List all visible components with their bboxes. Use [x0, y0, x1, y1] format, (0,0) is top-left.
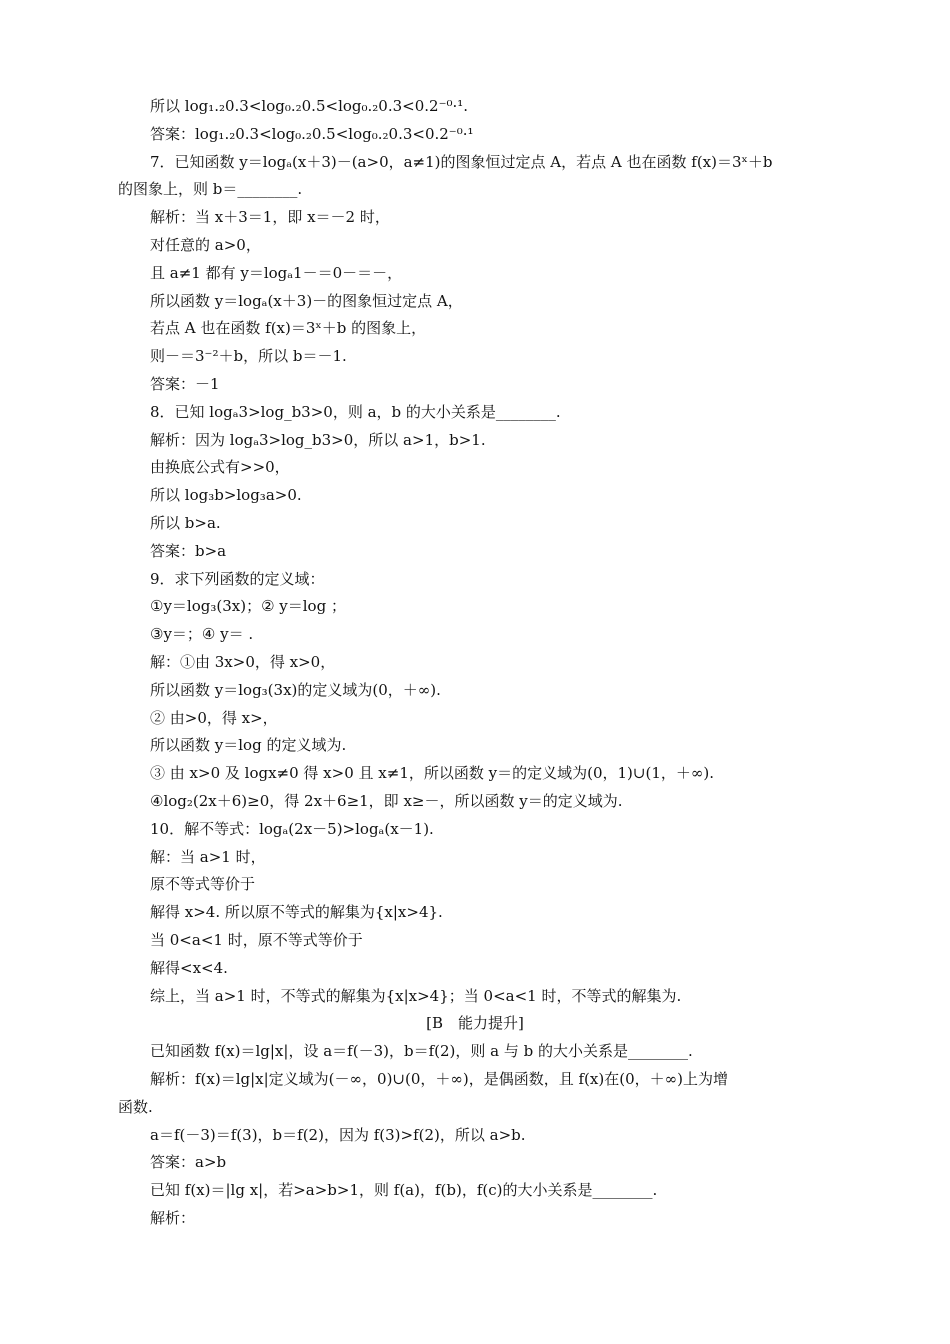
text-line: 若点 A 也在函数 f(x)＝3ˣ＋b 的图象上， [150, 319, 427, 338]
text-line: 9．求下列函数的定义域： [150, 569, 325, 588]
text-line: 解得<x<4. [150, 958, 228, 977]
text-line: 解得 x>4. 所以原不等式的解集为{x|x>4}. [150, 903, 443, 922]
text-line: 8．已知 logₐ3>log_b3>0，则 a，b 的大小关系是________. [150, 402, 561, 421]
text-line: 综上，当 a>1 时，不等式的解集为{x|x>4}；当 0<a<1 时，不等式的解集为. [150, 986, 682, 1005]
text-line: 且 a≠1 都有 y＝logₐ1－＝0－＝－， [150, 263, 403, 282]
text-line: 所以函数 y＝log₃(3x)的定义域为(0，＋∞). [150, 680, 441, 699]
text-line: 已知函数 f(x)＝lg|x|，设 a＝f(－3)，b＝f(2)，则 a 与 b 的大小关系是________. [150, 1042, 693, 1061]
text-line: a＝f(－3)＝f(3)，b＝f(2)，因为 f(3)>f(2)，所以 a>b. [150, 1125, 526, 1144]
text-line: ③ 由 x>0 及 logx≠0 得 x>0 且 x≠1，所以函数 y＝的定义域为(0，1)∪(1，＋∞). [150, 764, 714, 783]
text-line: 对任意的 a>0， [150, 236, 261, 254]
text-line: 10．解不等式：logₐ(2x－5)>logₐ(x－1). [150, 819, 434, 838]
text-line: 函数. [118, 1097, 153, 1116]
text-line: 答案：a>b [150, 1153, 227, 1172]
text-line: 解：当 a>1 时， [150, 847, 266, 866]
text-line: 解：①由 3x>0，得 x>0， [150, 653, 336, 671]
text-line: 解析： [150, 1209, 196, 1227]
text-line: 所以 log₃b>log₃a>0. [150, 486, 302, 505]
text-line: 7．已知函数 y＝logₐ(x＋3)－(a>0，a≠1)的图象恒过定点 A，若点 A 也在函数 f(x)＝3ˣ＋b [150, 152, 773, 171]
text-line: 的图象上，则 b＝________. [118, 180, 303, 199]
text-line: 所以 b>a. [150, 514, 221, 532]
text-line: 则－＝3⁻²＋b，所以 b＝－1. [150, 347, 347, 366]
text-line: 解析：因为 logₐ3>log_b3>0，所以 a>1，b>1. [150, 430, 486, 449]
text-line: 答案：log₁.₂0.3<log₀.₂0.5<log₀.₂0.3<0.2⁻⁰·¹ [150, 124, 474, 143]
text-line: 当 0<a<1 时，原不等式等价于 [150, 931, 363, 949]
text-line: 所以函数 y＝logₐ(x＋3)－的图象恒过定点 A， [150, 291, 463, 310]
text-line: 已知 f(x)＝|lg x|，若>a>b>1，则 f(a)，f(b)，f(c)的大小关系是________. [150, 1181, 658, 1200]
text-line: ② 由>0，得 x>， [150, 708, 278, 727]
text-line: ③y＝；④ y＝ . [150, 625, 254, 644]
section-heading: [B 能力提升] [426, 1014, 524, 1033]
text-line: ④log₂(2x＋6)≥0，得 2x＋6≥1，即 x≥－，所以函数 y＝的定义域为. [150, 792, 623, 810]
text-line: 解析：f(x)＝lg|x|定义域为(－∞，0)∪(0，＋∞)，是偶函数，且 f(x)在(0，＋∞)上为增 [150, 1070, 728, 1088]
text-line: 解析：当 x＋3＝1，即 x＝－2 时， [150, 208, 390, 227]
text-line: 原不等式等价于 [150, 875, 256, 894]
text-line: 所以函数 y＝log 的定义域为. [150, 736, 347, 755]
text-line: 所以 log₁.₂0.3<log₀.₂0.5<log₀.₂0.3<0.2⁻⁰·¹. [150, 97, 469, 115]
text-line: ①y＝log₃(3x)；② y＝log ； [150, 597, 346, 616]
text-line: 答案：－1 [150, 375, 220, 393]
text-line: 由换底公式有>>0， [150, 458, 290, 477]
text-line: 答案：b>a [150, 541, 227, 560]
